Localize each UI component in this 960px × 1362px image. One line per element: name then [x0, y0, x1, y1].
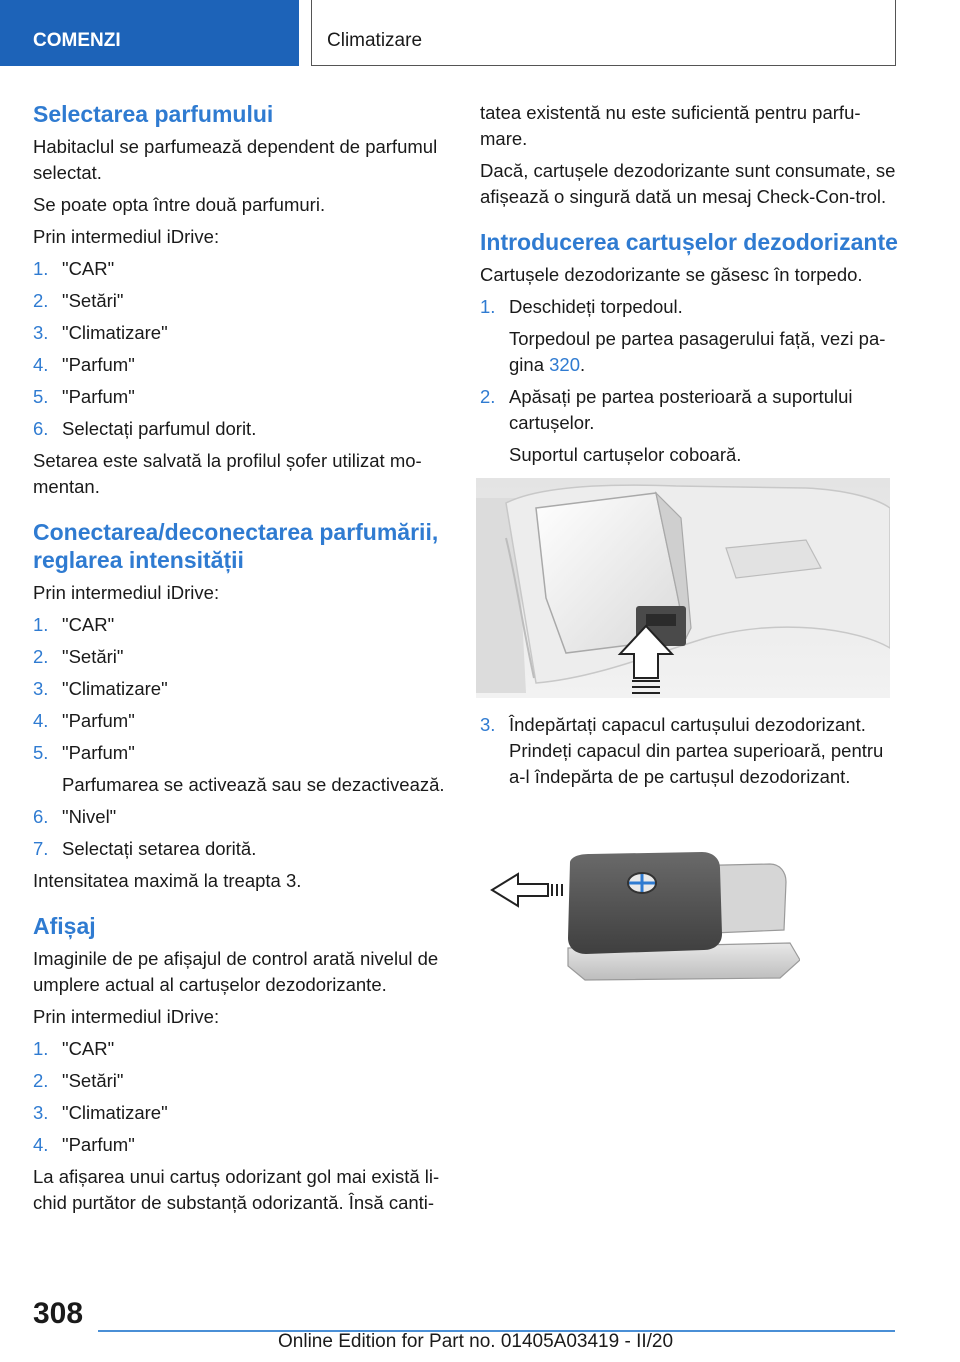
step-subtext — [509, 326, 900, 378]
edition-footer: Online Edition for Part no. 01405A03419 - II/20 — [278, 1331, 674, 1352]
step-text: "CAR" — [62, 258, 115, 279]
step-number: 4. — [33, 1134, 49, 1155]
step-number: 1. — [480, 296, 496, 317]
step-number: 6. — [33, 418, 49, 439]
step-number: 5. — [33, 386, 49, 407]
steps-list — [33, 256, 453, 442]
step-number: 2. — [33, 290, 49, 311]
paragraph: Prin intermediul iDrive: — [33, 1006, 220, 1027]
step-text: Îndepărtați capacul cartușului dezodorizant. Prindeți capacul din partea superioară, pentru a-l îndepărta de pe cartușul dezodorizant. — [509, 714, 884, 787]
left-column — [33, 100, 453, 1222]
list-item — [33, 288, 453, 314]
heading-toggle-intensity: Conectarea/deconectarea parfumării, reglarea intensității — [33, 519, 439, 573]
list-item — [480, 294, 900, 378]
step-text: "Parfum" — [62, 354, 135, 375]
step-number: 2. — [480, 386, 496, 407]
paragraph: Setarea este salvată la profilul șofer utilizat mo-mentan. — [33, 450, 422, 497]
list-item — [33, 740, 453, 798]
subtext-part: Torpedoul pe partea pasagerului față, vezi pa-gina — [509, 328, 886, 375]
list-item — [33, 612, 453, 638]
heading-insert-cartridges: Introducerea cartușelor dezodorizante — [480, 229, 898, 255]
step-number: 5. — [33, 742, 49, 763]
subtext-part: . — [580, 354, 586, 375]
right-column — [480, 100, 900, 988]
list-item — [33, 256, 453, 282]
steps-list — [33, 612, 453, 862]
list-item — [33, 836, 453, 862]
list-item — [480, 384, 900, 468]
step-number: 1. — [33, 614, 49, 635]
step-text: "Climatizare" — [62, 1102, 168, 1123]
step-text: "Setări" — [62, 290, 124, 311]
heading-select-fragrance: Selectarea parfumului — [33, 101, 274, 127]
step-subtext: Suportul cartușelor coboară. — [509, 444, 742, 465]
list-item — [33, 1132, 453, 1158]
step-text: Selectați setarea dorită. — [62, 838, 257, 859]
step-number: 4. — [33, 710, 49, 731]
step-text: "Setări" — [62, 646, 124, 667]
step-number: 4. — [33, 354, 49, 375]
step-text: "Parfum" — [62, 742, 135, 763]
step-number: 3. — [33, 678, 49, 699]
chapter-tab — [311, 0, 896, 66]
paragraph: Imaginile de pe afișajul de control arată nivelul de umplere actual al cartușelor dezodorizante. — [33, 948, 439, 995]
cartridge-holder-illustration — [476, 478, 890, 698]
list-item — [480, 712, 900, 790]
heading-display: Afișaj — [33, 913, 96, 939]
step-number: 3. — [33, 322, 49, 343]
step-text: "Climatizare" — [62, 322, 168, 343]
step-text: "CAR" — [62, 1038, 115, 1059]
list-item — [33, 1100, 453, 1126]
step-text: "Parfum" — [62, 386, 135, 407]
step-number: 1. — [33, 1038, 49, 1059]
list-item — [33, 352, 453, 378]
step-text: "Parfum" — [62, 1134, 135, 1155]
step-number: 1. — [33, 258, 49, 279]
paragraph: Cartușele dezodorizante se găsesc în torpedo. — [480, 264, 863, 285]
step-text: Apăsați pe partea posterioară a suportului cartușelor. — [509, 386, 853, 433]
step-number: 7. — [33, 838, 49, 859]
list-item — [33, 644, 453, 670]
step-text: Deschideți torpedoul. — [509, 296, 683, 317]
step-subtext: Parfumarea se activează sau se dezactivează. — [62, 774, 445, 795]
page-number: 308 — [33, 1297, 84, 1330]
step-number: 2. — [33, 646, 49, 667]
step-number: 3. — [480, 714, 496, 735]
chapter-label: Climatizare — [327, 30, 423, 51]
step-text: "Climatizare" — [62, 678, 168, 699]
paragraph: Intensitatea maximă la treapta 3. — [33, 870, 302, 891]
section-label: COMENZI — [33, 30, 121, 51]
steps-list — [33, 1036, 453, 1158]
list-item — [33, 1068, 453, 1094]
list-item — [33, 320, 453, 346]
paragraph: Prin intermediul iDrive: — [33, 582, 220, 603]
list-item — [33, 1036, 453, 1062]
paragraph: La afișarea unui cartuș odorizant gol mai există li-chid purtător de substanță odorizantă. Însă canti- — [33, 1166, 440, 1213]
step-text: "Setări" — [62, 1070, 124, 1091]
paragraph: Dacă, cartușele dezodorizante sunt consumate, se afișează o singură dată un mesaj Check-Con-trol. — [480, 160, 896, 207]
list-item — [33, 676, 453, 702]
steps-list — [480, 294, 900, 468]
step-text: "Nivel" — [62, 806, 117, 827]
cartridge-cover-removal-illustration — [490, 848, 800, 988]
list-item — [33, 416, 453, 442]
step-text: "CAR" — [62, 614, 115, 635]
page-link[interactable]: 320 — [549, 354, 580, 375]
paragraph: Prin intermediul iDrive: — [33, 226, 220, 247]
list-item — [33, 708, 453, 734]
section-tab — [0, 0, 299, 66]
list-item — [33, 384, 453, 410]
step-number: 3. — [33, 1102, 49, 1123]
step-number: 6. — [33, 806, 49, 827]
steps-list — [480, 712, 900, 790]
paragraph: Se poate opta între două parfumuri. — [33, 194, 326, 215]
step-text: Selectați parfumul dorit. — [62, 418, 257, 439]
paragraph: tatea existentă nu este suficientă pentru parfu-mare. — [480, 102, 861, 149]
paragraph: Habitaclul se parfumează dependent de parfumul selectat. — [33, 136, 438, 183]
step-text: "Parfum" — [62, 710, 135, 731]
step-number: 2. — [33, 1070, 49, 1091]
list-item — [33, 804, 453, 830]
